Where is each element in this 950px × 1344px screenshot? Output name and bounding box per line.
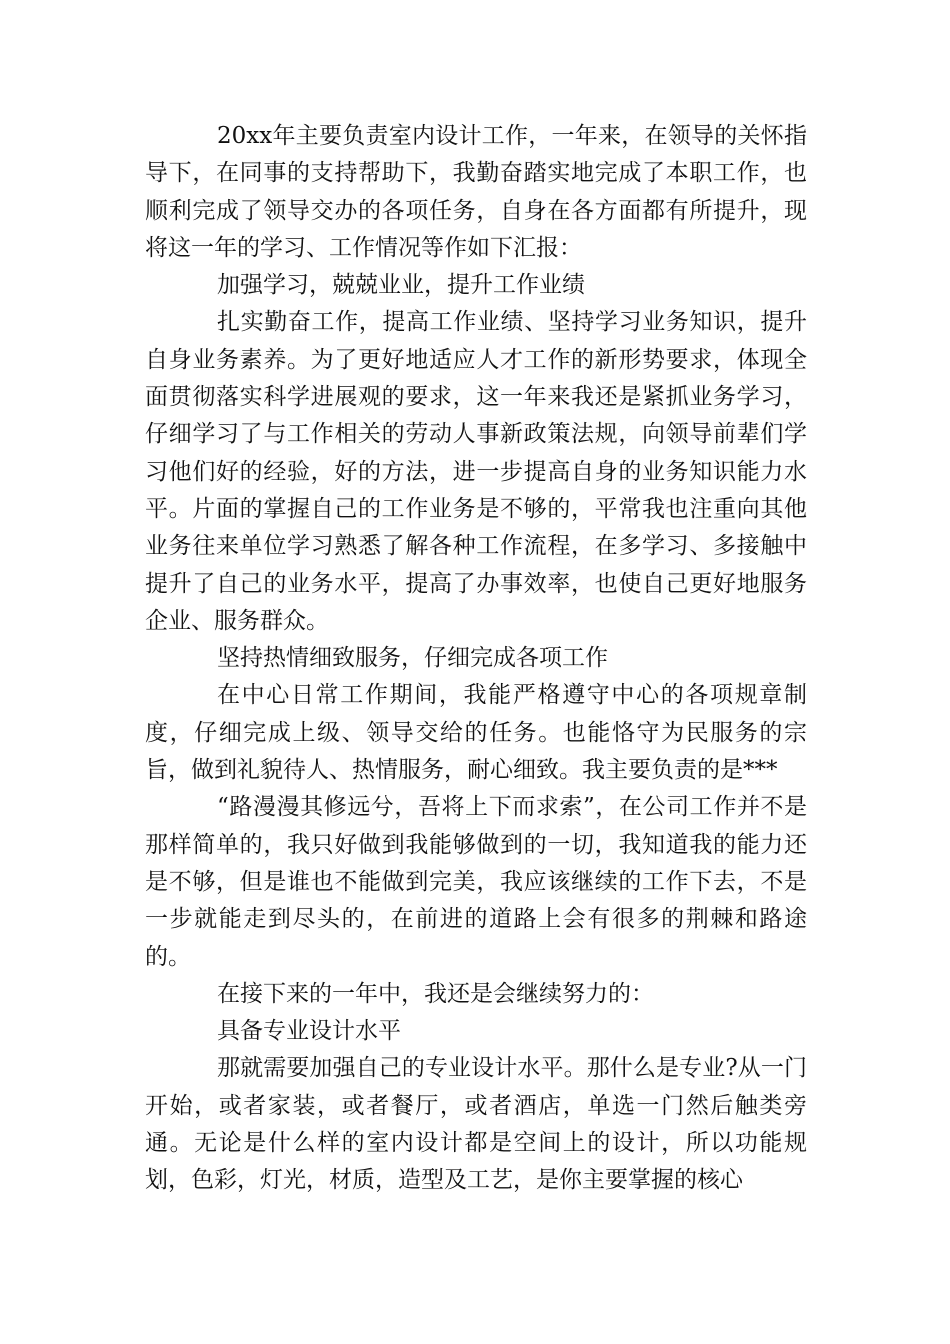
paragraph-intro: 20xx年主要负责室内设计工作，一年来，在领导的关怀指导下，在同事的支持帮助下，我勤奋踏实地完成了本职工作，也顺利完成了领导交办的各项任务，自身在各方面都有所提升，现将这一年的学习、工作情况等作如下汇报： <box>145 123 807 261</box>
paragraph-next-year: 在接下来的一年中，我还是会继续努力的： <box>217 980 654 1007</box>
document-page <box>145 118 807 1200</box>
heading-study: 加强学习，兢兢业业，提升工作业绩 <box>217 272 585 299</box>
heading-professional: 具备专业设计水平 <box>217 1018 401 1045</box>
paragraph-study: 扎实勤奋工作，提高工作业绩、坚持学习业务知识，提升自身业务素养。为了更好地适应人才工作的新形势要求，体现全面贯彻落实科学进展观的要求，这一年来我还是紧抓业务学习，仔细学习了与工作相关的劳动人事新政策法规，向领导前辈们学习他们好的经验，好的方法，进一步提高自身的业务知识能力水平。片面的掌握自己的工作业务是不够的，平常我也注重向其他业务往来单位学习熟悉了解各种工作流程，在多学习、多接触中提升了自己的业务水平，提高了办事效率，也使自己更好地服务企业、服务群众。 <box>145 309 807 634</box>
paragraph-service: 在中心日常工作期间，我能严格遵守中心的各项规章制度，仔细完成上级、领导交给的任务。也能恪守为民服务的宗旨，做到礼貌待人、热情服务，耐心细致。我主要负责的是*** <box>145 682 807 784</box>
heading-service: 坚持热情细致服务，仔细完成各项工作 <box>217 645 608 672</box>
paragraph-quote: “路漫漫其修远兮，吾将上下而求索”，在公司工作并不是那样简单的，我只好做到我能够做到的一切，我知道我的能力还是不够，但是谁也不能做到完美，我应该继续的工作下去，不是一步就能走到尽头的，在前进的道路上会有很多的荆棘和路途的。 <box>145 794 807 970</box>
paragraph-professional: 那就需要加强自己的专业设计水平。那什么是专业?从一门开始，或者家装，或者餐厅，或者酒店，单选一门然后触类旁通。无论是什么样的室内设计都是空间上的设计，所以功能规划，色彩，灯光，材质，造型及工艺，是你主要掌握的核心 <box>145 1055 807 1194</box>
